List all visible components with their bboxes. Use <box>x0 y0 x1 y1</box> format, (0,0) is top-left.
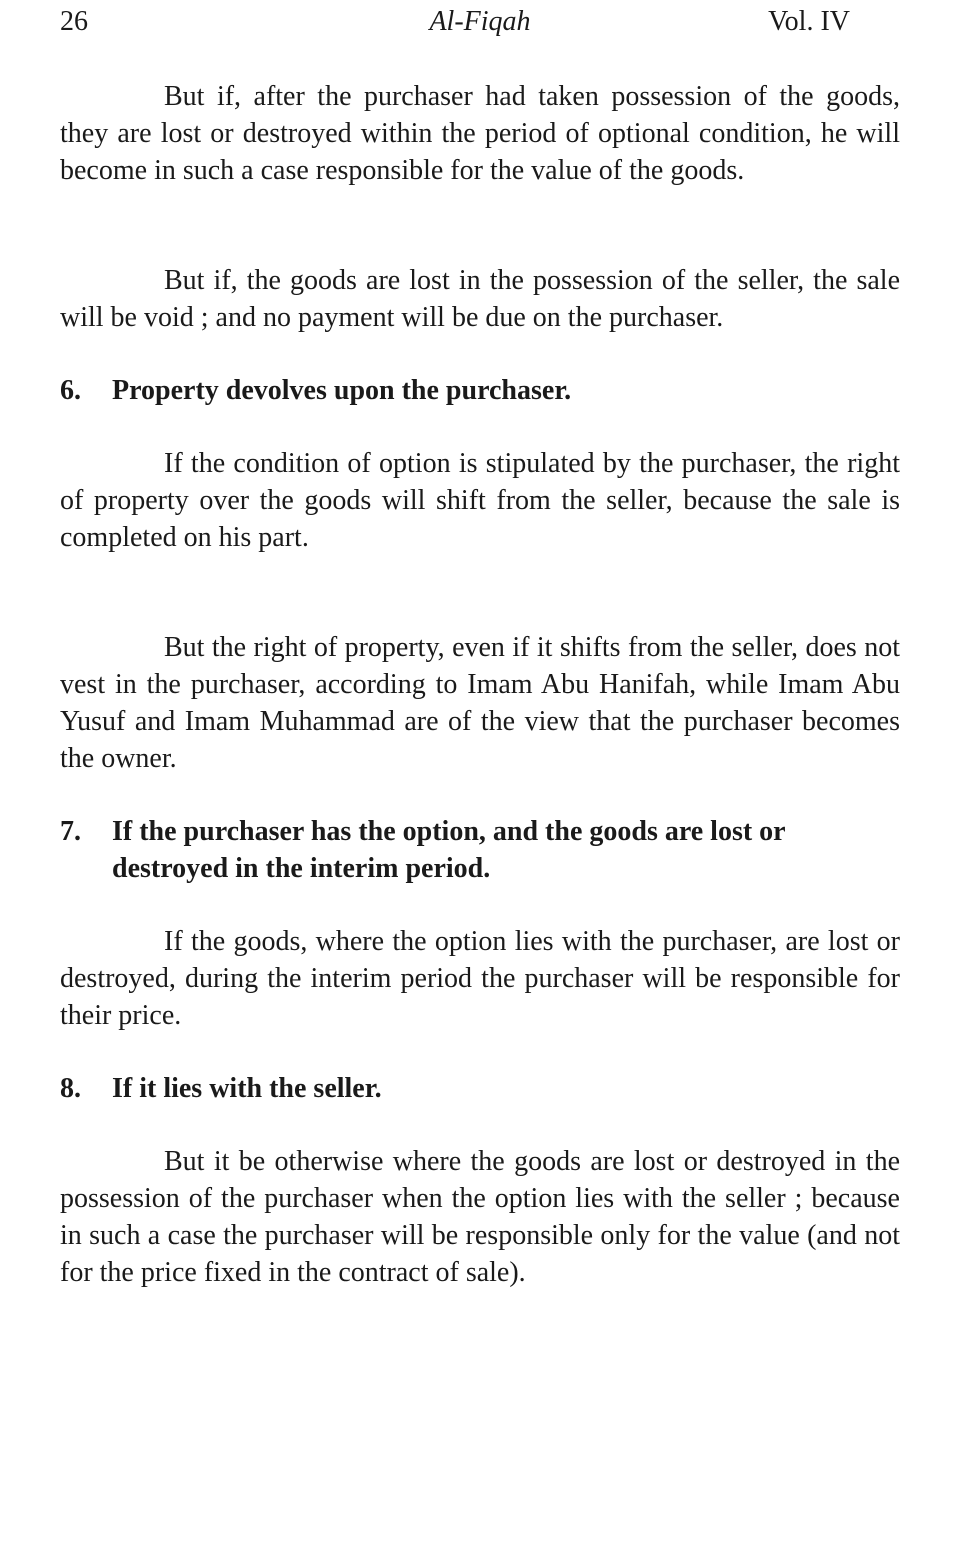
volume-label: Vol. IV <box>768 6 850 37</box>
running-header <box>60 0 900 48</box>
section-number: 6. <box>60 375 81 406</box>
section-heading-7 <box>60 813 900 887</box>
section-title: If the purchaser has the option, and the goods are lost or destroyed in the interim period. <box>112 816 786 884</box>
section-number: 8. <box>60 1073 81 1104</box>
paragraph-interim-loss: If the goods, where the option lies with the purchaser, are lost or destroyed, during the interim period the purchaser will be responsible for their price. <box>60 926 900 1031</box>
page-number: 26 <box>60 6 88 37</box>
paragraph-option-seller: But it be otherwise where the goods are lost or destroyed in the possession of the purchaser when the option lies with the seller ; because in such a case the purchaser will be responsible only for the value (and not for the price fixed in the contract of sale). <box>60 1146 900 1288</box>
section-heading-8 <box>60 1070 900 1107</box>
section-title: Property devolves upon the purchaser. <box>112 375 572 406</box>
paragraph-right-of-property: But the right of property, even if it shifts from the seller, does not vest in the purchaser, according to Imam Abu Hanifah, while Imam Abu Yusuf and Imam Muhammad are of the view that the purchaser becomes the owner. <box>60 632 900 774</box>
section-heading-6 <box>60 372 900 409</box>
section-number: 7. <box>60 816 81 847</box>
document-page <box>60 0 900 1291</box>
paragraph-seller-loss: But if, the goods are lost in the possession of the seller, the sale will be void ; and no payment will be due on the purchaser. <box>60 265 900 333</box>
paragraph-possession-loss: But if, after the purchaser had taken possession of the goods, they are lost or destroyed within the period of optional condition, he will become in such a case responsible for the value of the goods. <box>60 81 900 186</box>
section-title: If it lies with the seller. <box>112 1073 382 1104</box>
paragraph-option-purchaser: If the condition of option is stipulated by the purchaser, the right of property over the goods will shift from the seller, because the sale is completed on his part. <box>60 448 900 553</box>
running-title: Al-Fiqah <box>429 6 531 37</box>
